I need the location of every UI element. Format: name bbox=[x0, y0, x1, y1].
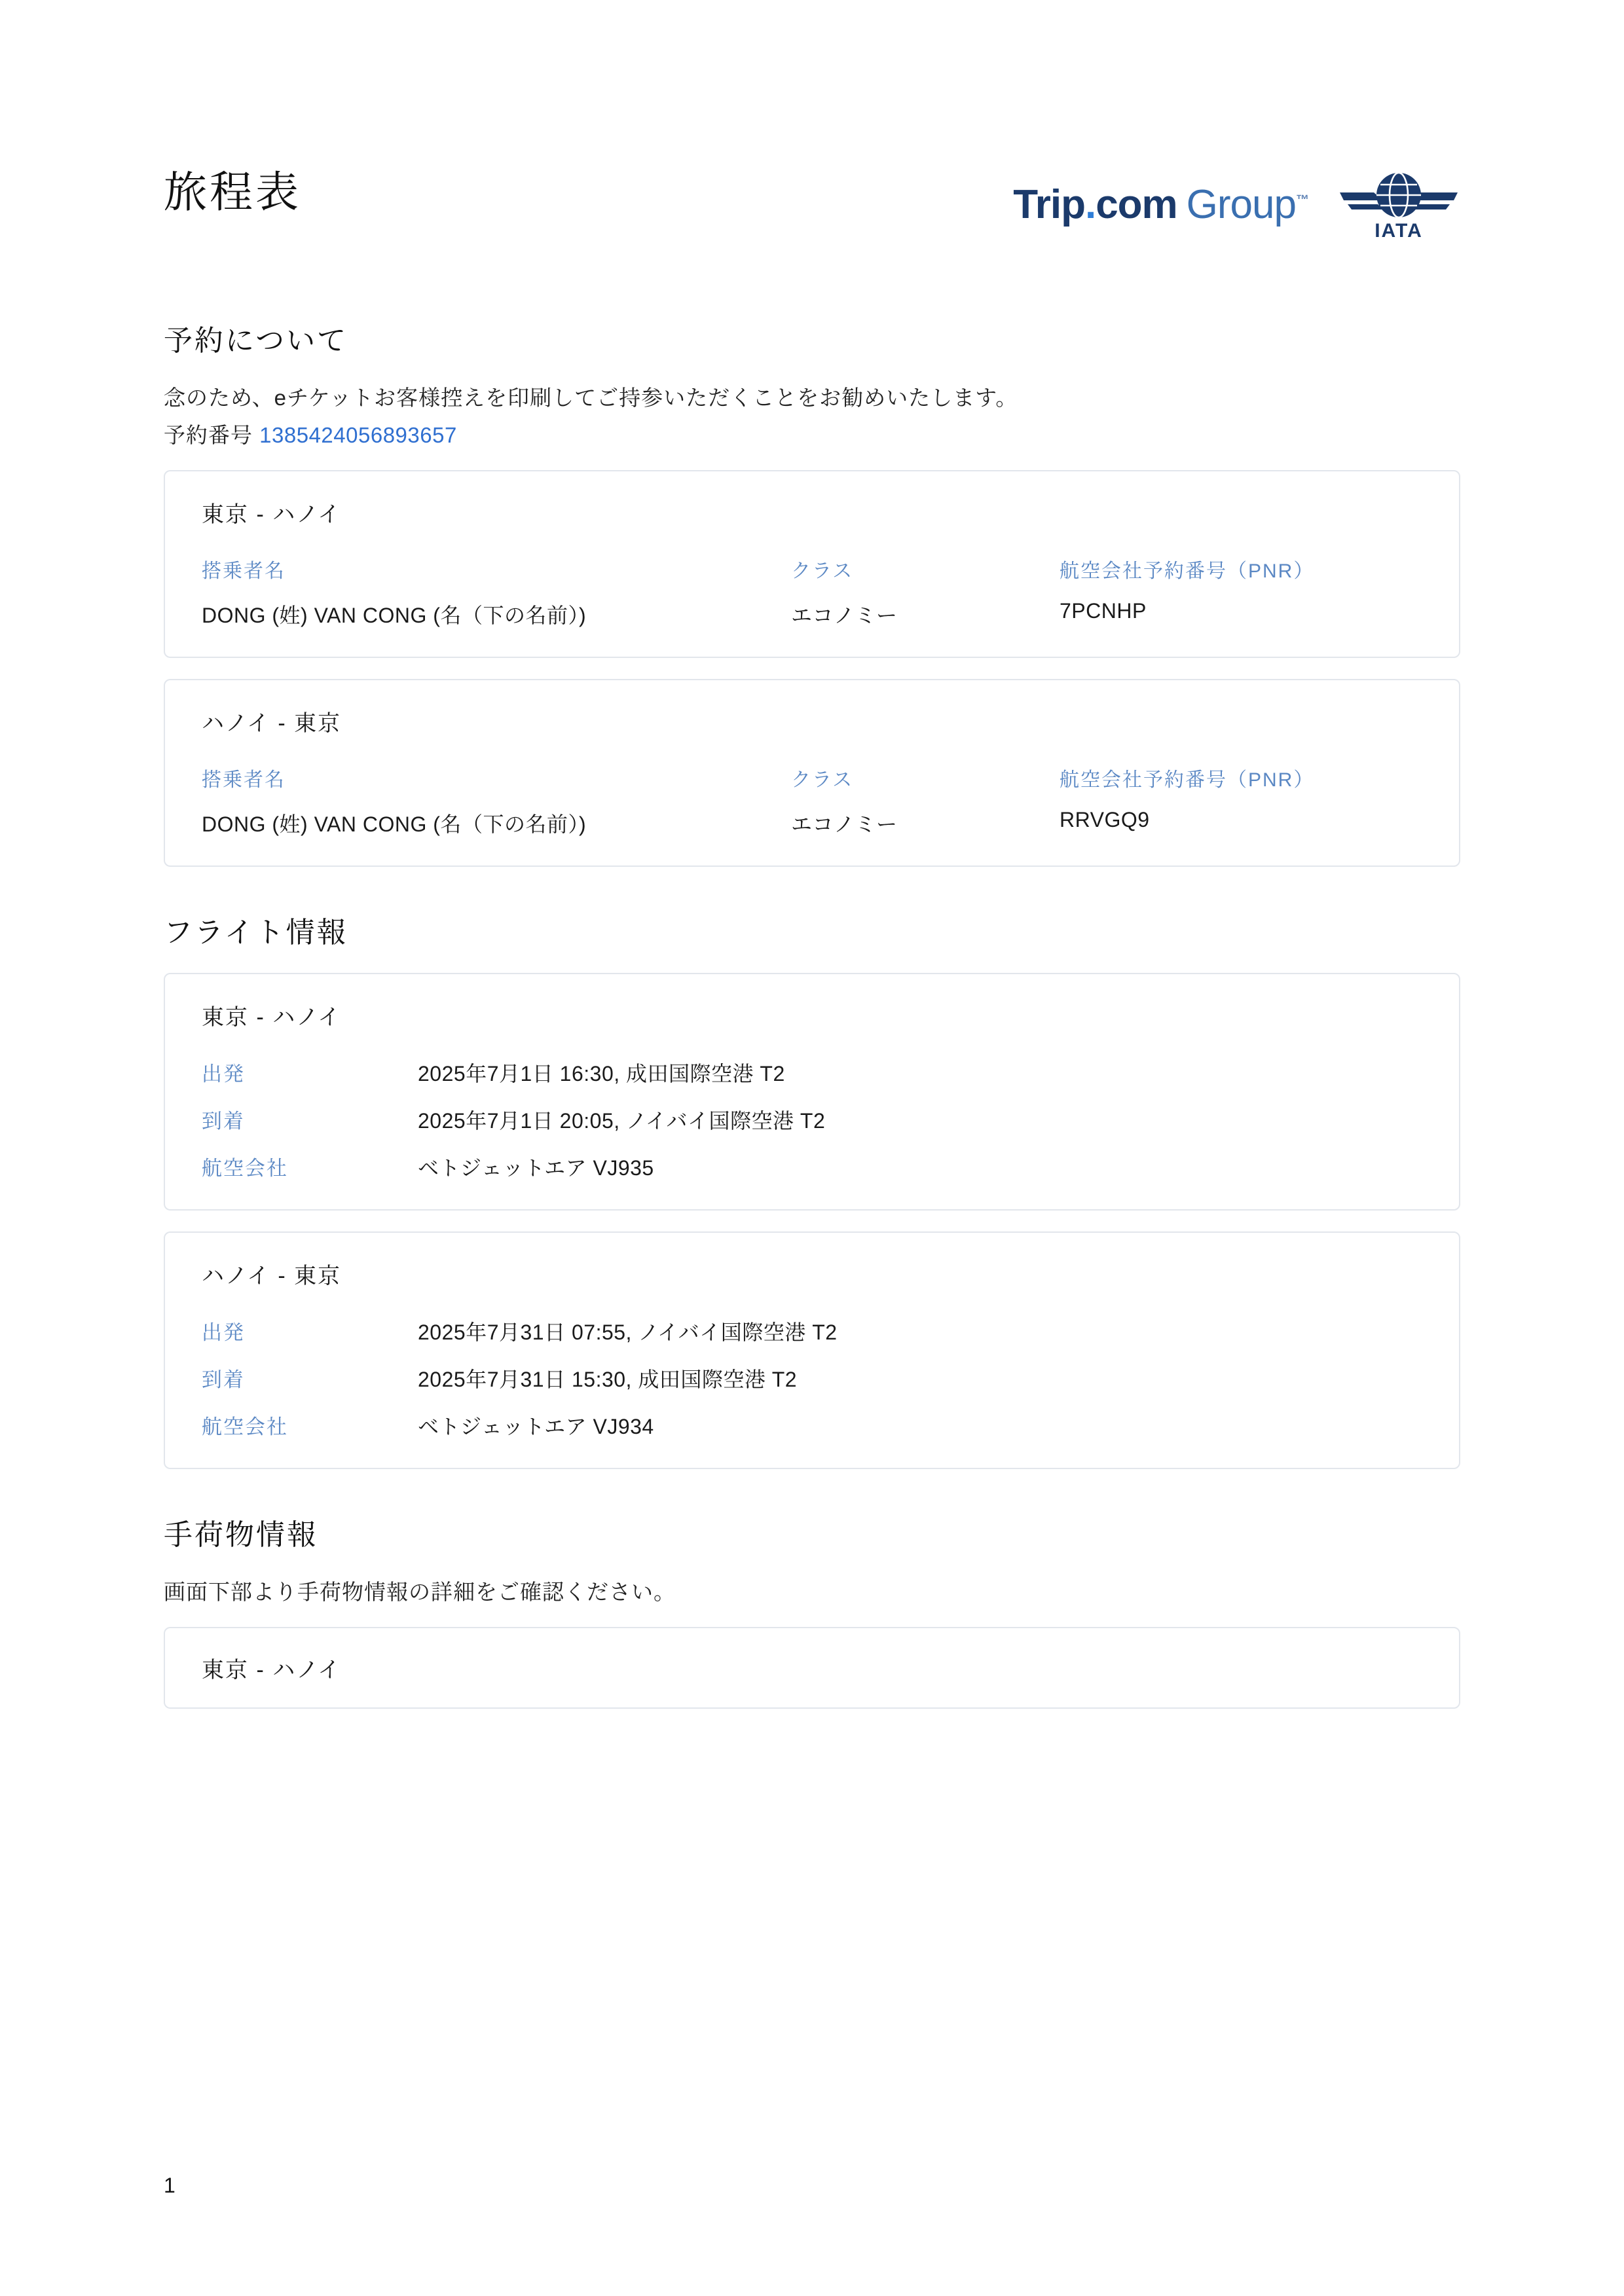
page-number: 1 bbox=[164, 2174, 175, 2197]
value-airline: ベトジェットエア VJ935 bbox=[418, 1156, 654, 1180]
flight-airline-row bbox=[202, 1152, 1422, 1182]
column-header-pnr: 航空会社予約番号（PNR） bbox=[1060, 560, 1315, 583]
booking-number-line bbox=[164, 418, 1460, 449]
column-header-pnr: 航空会社予約番号（PNR） bbox=[1060, 769, 1315, 792]
passenger-name: DONG (姓) VAN CONG (名（下の名前）) bbox=[202, 604, 587, 628]
iata-logo bbox=[1337, 166, 1460, 244]
flight-arrival-row bbox=[202, 1104, 1422, 1135]
label-departure: 出発 bbox=[202, 1321, 245, 1345]
label-arrival: 到着 bbox=[202, 1368, 245, 1392]
cabin-class: エコノミー bbox=[791, 604, 898, 628]
baggage-section-heading: 手荷物情報 bbox=[164, 1519, 318, 1552]
page-title: 旅程表 bbox=[164, 168, 301, 216]
flight-card bbox=[164, 973, 1460, 1211]
brand-logos bbox=[1013, 164, 1460, 244]
passenger-table bbox=[202, 763, 1422, 838]
passenger-table bbox=[202, 555, 1422, 629]
tripcom-group-logo bbox=[1013, 182, 1308, 227]
passenger-card bbox=[164, 470, 1460, 658]
value-departure: 2025年7月31日 07:55, ノイバイ国際空港 T2 bbox=[418, 1321, 838, 1345]
column-header-cabin: クラス bbox=[791, 560, 854, 583]
value-airline: ベトジェットエア VJ934 bbox=[418, 1415, 654, 1439]
value-arrival: 2025年7月1日 20:05, ノイバイ国際空港 T2 bbox=[418, 1109, 826, 1133]
baggage-card bbox=[164, 1627, 1460, 1709]
booking-section-heading: 予約について bbox=[164, 325, 348, 357]
baggage-section bbox=[164, 1511, 1460, 1709]
flight-arrival-row bbox=[202, 1363, 1422, 1393]
booking-number-value: 1385424056893657 bbox=[259, 423, 457, 448]
trademark-icon: ™ bbox=[1296, 192, 1308, 208]
tripcom-logo-com: com bbox=[1096, 182, 1177, 227]
flight-section bbox=[164, 909, 1460, 1469]
card-route-label: ハノイ - 東京 bbox=[202, 1264, 342, 1289]
flight-airline-row bbox=[202, 1410, 1422, 1440]
label-arrival: 到着 bbox=[202, 1110, 245, 1133]
label-airline: 航空会社 bbox=[202, 1415, 288, 1439]
pnr-code: RRVGQ9 bbox=[1060, 808, 1150, 832]
baggage-note: 画面下部より手荷物情報の詳細をご確認ください。 bbox=[164, 1580, 676, 1605]
column-header-passenger: 搭乗者名 bbox=[202, 769, 286, 792]
card-route-label: 東京 - ハノイ bbox=[202, 502, 342, 528]
passenger-card bbox=[164, 679, 1460, 867]
booking-note: 念のため、eチケットお客様控えを印刷してご持参いただくことをお勧めいたします。 bbox=[164, 386, 1018, 410]
card-route-label: 東京 - ハノイ bbox=[202, 1658, 342, 1683]
label-airline: 航空会社 bbox=[202, 1157, 288, 1180]
passenger-name: DONG (姓) VAN CONG (名（下の名前）) bbox=[202, 812, 587, 837]
tripcom-logo-dot: . bbox=[1084, 182, 1096, 227]
pnr-code: 7PCNHP bbox=[1060, 599, 1147, 623]
value-departure: 2025年7月1日 16:30, 成田国際空港 T2 bbox=[418, 1062, 785, 1086]
booking-number-label: 予約番号 bbox=[164, 423, 253, 448]
tripcom-logo-group: Group bbox=[1186, 182, 1296, 227]
card-route-label: ハノイ - 東京 bbox=[202, 711, 342, 737]
flight-departure-row bbox=[202, 1057, 1422, 1087]
svg-text:IATA: IATA bbox=[1375, 220, 1423, 242]
column-header-cabin: クラス bbox=[791, 769, 854, 792]
flight-card bbox=[164, 1231, 1460, 1469]
label-departure: 出発 bbox=[202, 1063, 245, 1086]
document-header bbox=[164, 164, 1460, 275]
column-header-passenger: 搭乗者名 bbox=[202, 560, 286, 583]
tripcom-logo-trip: Trip bbox=[1013, 182, 1085, 227]
cabin-class: エコノミー bbox=[791, 812, 898, 837]
booking-section bbox=[164, 317, 1460, 867]
flight-section-heading: フライト情報 bbox=[164, 917, 348, 949]
value-arrival: 2025年7月31日 15:30, 成田国際空港 T2 bbox=[418, 1368, 798, 1392]
card-route-label: 東京 - ハノイ bbox=[202, 1005, 342, 1030]
flight-departure-row bbox=[202, 1316, 1422, 1346]
